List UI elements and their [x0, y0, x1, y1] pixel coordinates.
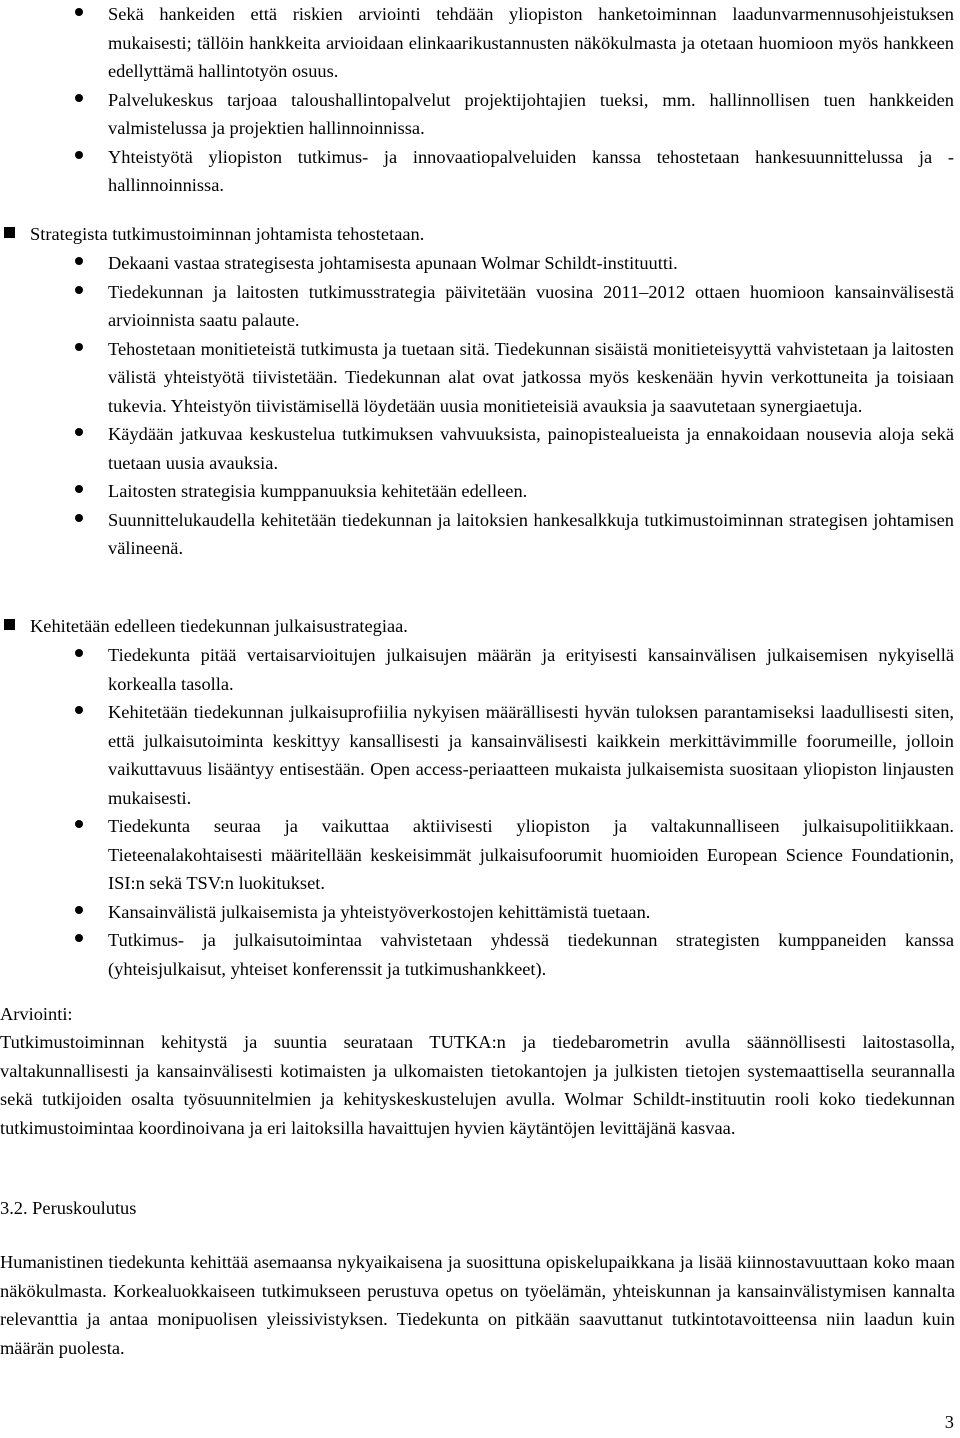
list-item: Suunnittelukaudella kehitetään tiedekunnan ja laitoksien hankesalkkuja tutkimustoiminnan strategisen johtamisen välineenä. [0, 506, 960, 563]
strategy-bullet-list [0, 249, 960, 563]
list-item: Tiedekunta pitää vertaisarvioitujen julkaisujen määrän ja erityisesti kansainvälisen julkaisemisen nykyisellä korkealla tasolla. [0, 641, 960, 698]
bullet-icon [75, 906, 83, 914]
bullet-icon [75, 485, 83, 493]
list-item: Yhteistyötä yliopiston tutkimus- ja innovaatiopalveluiden kanssa tehostetaan hankesuunnittelussa ja -hallinnoinnissa. [0, 143, 960, 200]
bullet-icon [75, 286, 83, 294]
list-item: Palvelukeskus tarjoaa taloushallintopalvelut projektijohtajien tueksi, mm. hallinnollisen tuen hankkeiden valmistelussa ja projektien hallinnoinnissa. [0, 86, 960, 143]
assessment-label: Arviointi: [0, 1004, 73, 1024]
bullet-icon [75, 706, 83, 714]
assessment-paragraph: Tutkimustoiminnan kehitystä ja suuntia seurataan TUTKA:n ja tiedebarometrin avulla säännöllisesti laitostasolla, valtakunnallisesti ja kansainvälisesti kotimaisten ja ulkomaisten tietokantojen ja julkisten tietojen systemaattisella seurannalla sekä tutkijoiden osalta työsuunnitelmien ja kehityskeskustelujen avulla. Wolmar Schildt-instituutin rooli koko tiedekunnan tutkimustoimintaa koordinoivana ja eri laitoksilla havaittujen hyvien käytäntöjen levittäjänä kasvaa. [0, 1032, 955, 1138]
list-item: Laitosten strategisia kumppanuuksia kehitetään edelleen. [0, 477, 960, 506]
publication-bullet-list [0, 641, 960, 983]
list-item: Käydään jatkuvaa keskustelua tutkimuksen vahvuuksista, painopistealueista ja ennakoidaan nousevia aloja sekä tuetaan uusia avauksia. [0, 420, 960, 477]
bullet-icon [75, 151, 83, 159]
list-item: Kansainvälistä julkaisemista ja yhteistyöverkostojen kehittämistä tuetaan. [0, 898, 960, 927]
bullet-icon [75, 649, 83, 657]
document-page: Sekä hankeiden että riskien arviointi tehdään yliopiston hanketoiminnan laadunvarmennusohjeistuksen mukaisesti; tällöin hankkeita arvioidaan elinkaarikustannusten näkökulmasta ja otetaan huomioon myös hankkeen edellyttämä hallintotyön osuus. Palvelukeskus tarjoaa taloushallintopalvelut projektijohtajien tueksi, mm. hallinnollisen tuen hankkeiden valmistelussa ja projektien hallinnoinnissa. Yhteistyötä yliopiston tutkimus- ja innovaatiopalveluiden kanssa tehostetaan hankesuunnittelussa ja -hallinnoinnissa. Strategista tutkimustoiminnan johtamista tehostetaan. Dekaani vastaa strategisesta johtamisesta apunaan Wolmar Schildt-instituutti. Tiedekunnan ja laitosten tutkimusstrategia päivitetään vuosina 2011–2012 ottaen huomioon kansainvälisestä arvioinnista saatu palaute. Tehostetaan monitieteistä tutkimusta ja tuetaan sitä. Tiedekunnan sisäistä monitieteisyyttä vahvistetaan ja laitosten välistä yhteistyötä tiivistetään. Tiedekunnan alat ovat jatkossa myös keskenään hyvin verkottuneita ja toisiaan tukevia. Yhteistyön tiivistämisellä löydetään uusia monitieteisiä avauksia ja saavutetaan synergiaetuja. Käydään jatkuvaa keskustelua tutkimuksen vahvuuksista, painopistealueista ja ennakoidaan nousevia aloja sekä tuetaan uusia avauksia. Laitosten strategisia kumppanuuksia kehitetään edelleen. Suunnittelukaudella kehitetään tiedekunnan ja laitoksien hankesalkkuja tutkimustoiminnan strategisen johtamisen välineenä. Kehitetään edelleen tiedekunnan julkaisustrategiaa. Tiedekunta pitää vertaisarvioitujen julkaisujen määrän ja erityisesti kansainvälisen julkaisemisen nykyisellä korkealla tasolla. Kehitetään tiedekunnan julkaisuprofiilia nykyisen määrällisesti hyvän tuloksen parantamiseksi laadullisesti siten, että julkaisutoiminta keskittyy kansallisesti ja kansainvälisesti kaikkein merkittävimmille foorumeille, jolloin vaikuttavuus lisääntyy entisestään. Open access-periaatteen mukaista julkaisemista suositaan yliopiston linjausten mukaisesti. Tiedekunta seuraa ja vaikuttaa aktiivisesti yliopiston ja valtakunnalliseen julkaisupolitiikkaan. Tieteenalakohtaisesti määritellään keskeisimmät julkaisufoorumit huomioiden European Science Foundationin, ISI:n sekä TSV:n luokitukset. Kansainvälistä julkaisemista ja yhteistyöverkostojen kehittämistä tuetaan. Tutkimus- ja julkaisutoimintaa vahvistetaan yhdessä tiedekunnan strategisten kumppaneiden kanssa (yhteisjulkaisut, yhteiset konferenssit ja tutkimushankkeet). Arviointi: Tutkimustoiminnan kehitystä ja suuntia seurataan TUTKA:n ja tiedebarometrin avulla säännöllisesti laitostasolla, valtakunnallisesti ja kansainvälisesti kotimaisten ja ulkomaisten tietokantojen ja julkisten tietojen systemaattisella seurannalla sekä tutkijoiden osalta työsuunnitelmien ja kehityskeskustelujen avulla. Wolmar Schildt-instituutin rooli koko tiedekunnan tutkimustoimintaa koordinoivana ja eri laitoksilla havaittujen hyvien käytäntöjen levittäjänä kasvaa. 3.2. Peruskoulutus Humanistinen tiedekunta kehittää asemaansa nykyaikaisena ja suosittuna opiskelupaikkana ja lisää kiinnostavuuttaan koko maan näkökulmasta. Korkealuokkaiseen tutkimukseen perustuva opetus on työelämän, yhteiskunnan ja kansainvälistymisen kannalta relevanttia ja antaa monipuolisen yleissivistyksen. Tiedekunta on pitkään saavuttanut tutkintotavoitteensa niin laadun kuin määrän puolesta. 3 [0, 0, 960, 1438]
section-paragraph: Humanistinen tiedekunta kehittää asemaansa nykyaikaisena ja suosittuna opiskelupaikkana ja lisää kiinnostavuuttaan koko maan näkökulmasta. Korkealuokkaiseen tutkimukseen perustuva opetus on työelämän, yhteiskunnan ja kansainvälistymisen kannalta relevanttia ja antaa monipuolisen yleissivistyksen. Tiedekunta on pitkään saavuttanut tutkintotavoitteensa niin laadun kuin määrän puolesta. [0, 1252, 955, 1358]
bullet-icon [75, 934, 83, 942]
section-heading: 3.2. Peruskoulutus [0, 1198, 137, 1218]
list-item: Tehostetaan monitieteistä tutkimusta ja tuetaan sitä. Tiedekunnan sisäistä monitieteisyyttä vahvistetaan ja laitosten välistä yhteistyötä tiivistetään. Tiedekunnan alat ovat jatkossa myös keskenään hyvin verkottuneita ja toisiaan tukevia. Yhteistyön tiivistämisellä löydetään uusia monitieteisiä avauksia ja saavutetaan synergiaetuja. [0, 335, 960, 421]
page-number: 3 [944, 1412, 954, 1432]
bullet-icon [75, 514, 83, 522]
funding-bullet-list [0, 0, 960, 200]
list-item: Tiedekunnan ja laitosten tutkimusstrategia päivitetään vuosina 2011–2012 ottaen huomioon kansainvälisestä arvioinnista saatu palaute. [0, 278, 960, 335]
bullet-icon [75, 820, 83, 828]
list-item: Dekaani vastaa strategisesta johtamisesta apunaan Wolmar Schildt-instituutti. [0, 249, 960, 278]
bullet-icon [75, 257, 83, 265]
list-item: Sekä hankeiden että riskien arviointi tehdään yliopiston hanketoiminnan laadunvarmennusohjeistuksen mukaisesti; tällöin hankkeita arvioidaan elinkaarikustannusten näkökulmasta ja otetaan huomioon myös hankkeen edellyttämä hallintotyön osuus. [0, 0, 960, 86]
square-bullet-icon [4, 619, 15, 630]
bullet-icon [75, 343, 83, 351]
list-item: Tutkimus- ja julkaisutoimintaa vahvistetaan yhdessä tiedekunnan strategisten kumppaneiden kanssa (yhteisjulkaisut, yhteiset konferenssit ja tutkimushankkeet). [0, 926, 960, 983]
bullet-icon [75, 94, 83, 102]
bullet-icon [75, 428, 83, 436]
list-item: Tiedekunta seuraa ja vaikuttaa aktiivisesti yliopiston ja valtakunnalliseen julkaisupolitiikkaan. Tieteenalakohtaisesti määritellään keskeisimmät julkaisufoorumit huomioiden European Science Foundationin, ISI:n sekä TSV:n luokitukset. [0, 812, 960, 898]
square-bullet-icon [4, 227, 15, 238]
bullet-icon [75, 8, 83, 16]
list-item: Kehitetään tiedekunnan julkaisuprofiilia nykyisen määrällisesti hyvän tuloksen parantamiseksi laadullisesti siten, että julkaisutoiminta keskittyy kansallisesti ja kansainvälisesti kaikkein merkittävimmille foorumeille, jolloin vaikuttavuus lisääntyy entisestään. Open access-periaatteen mukaista julkaisemista suositaan yliopiston linjausten mukaisesti. [0, 698, 960, 812]
